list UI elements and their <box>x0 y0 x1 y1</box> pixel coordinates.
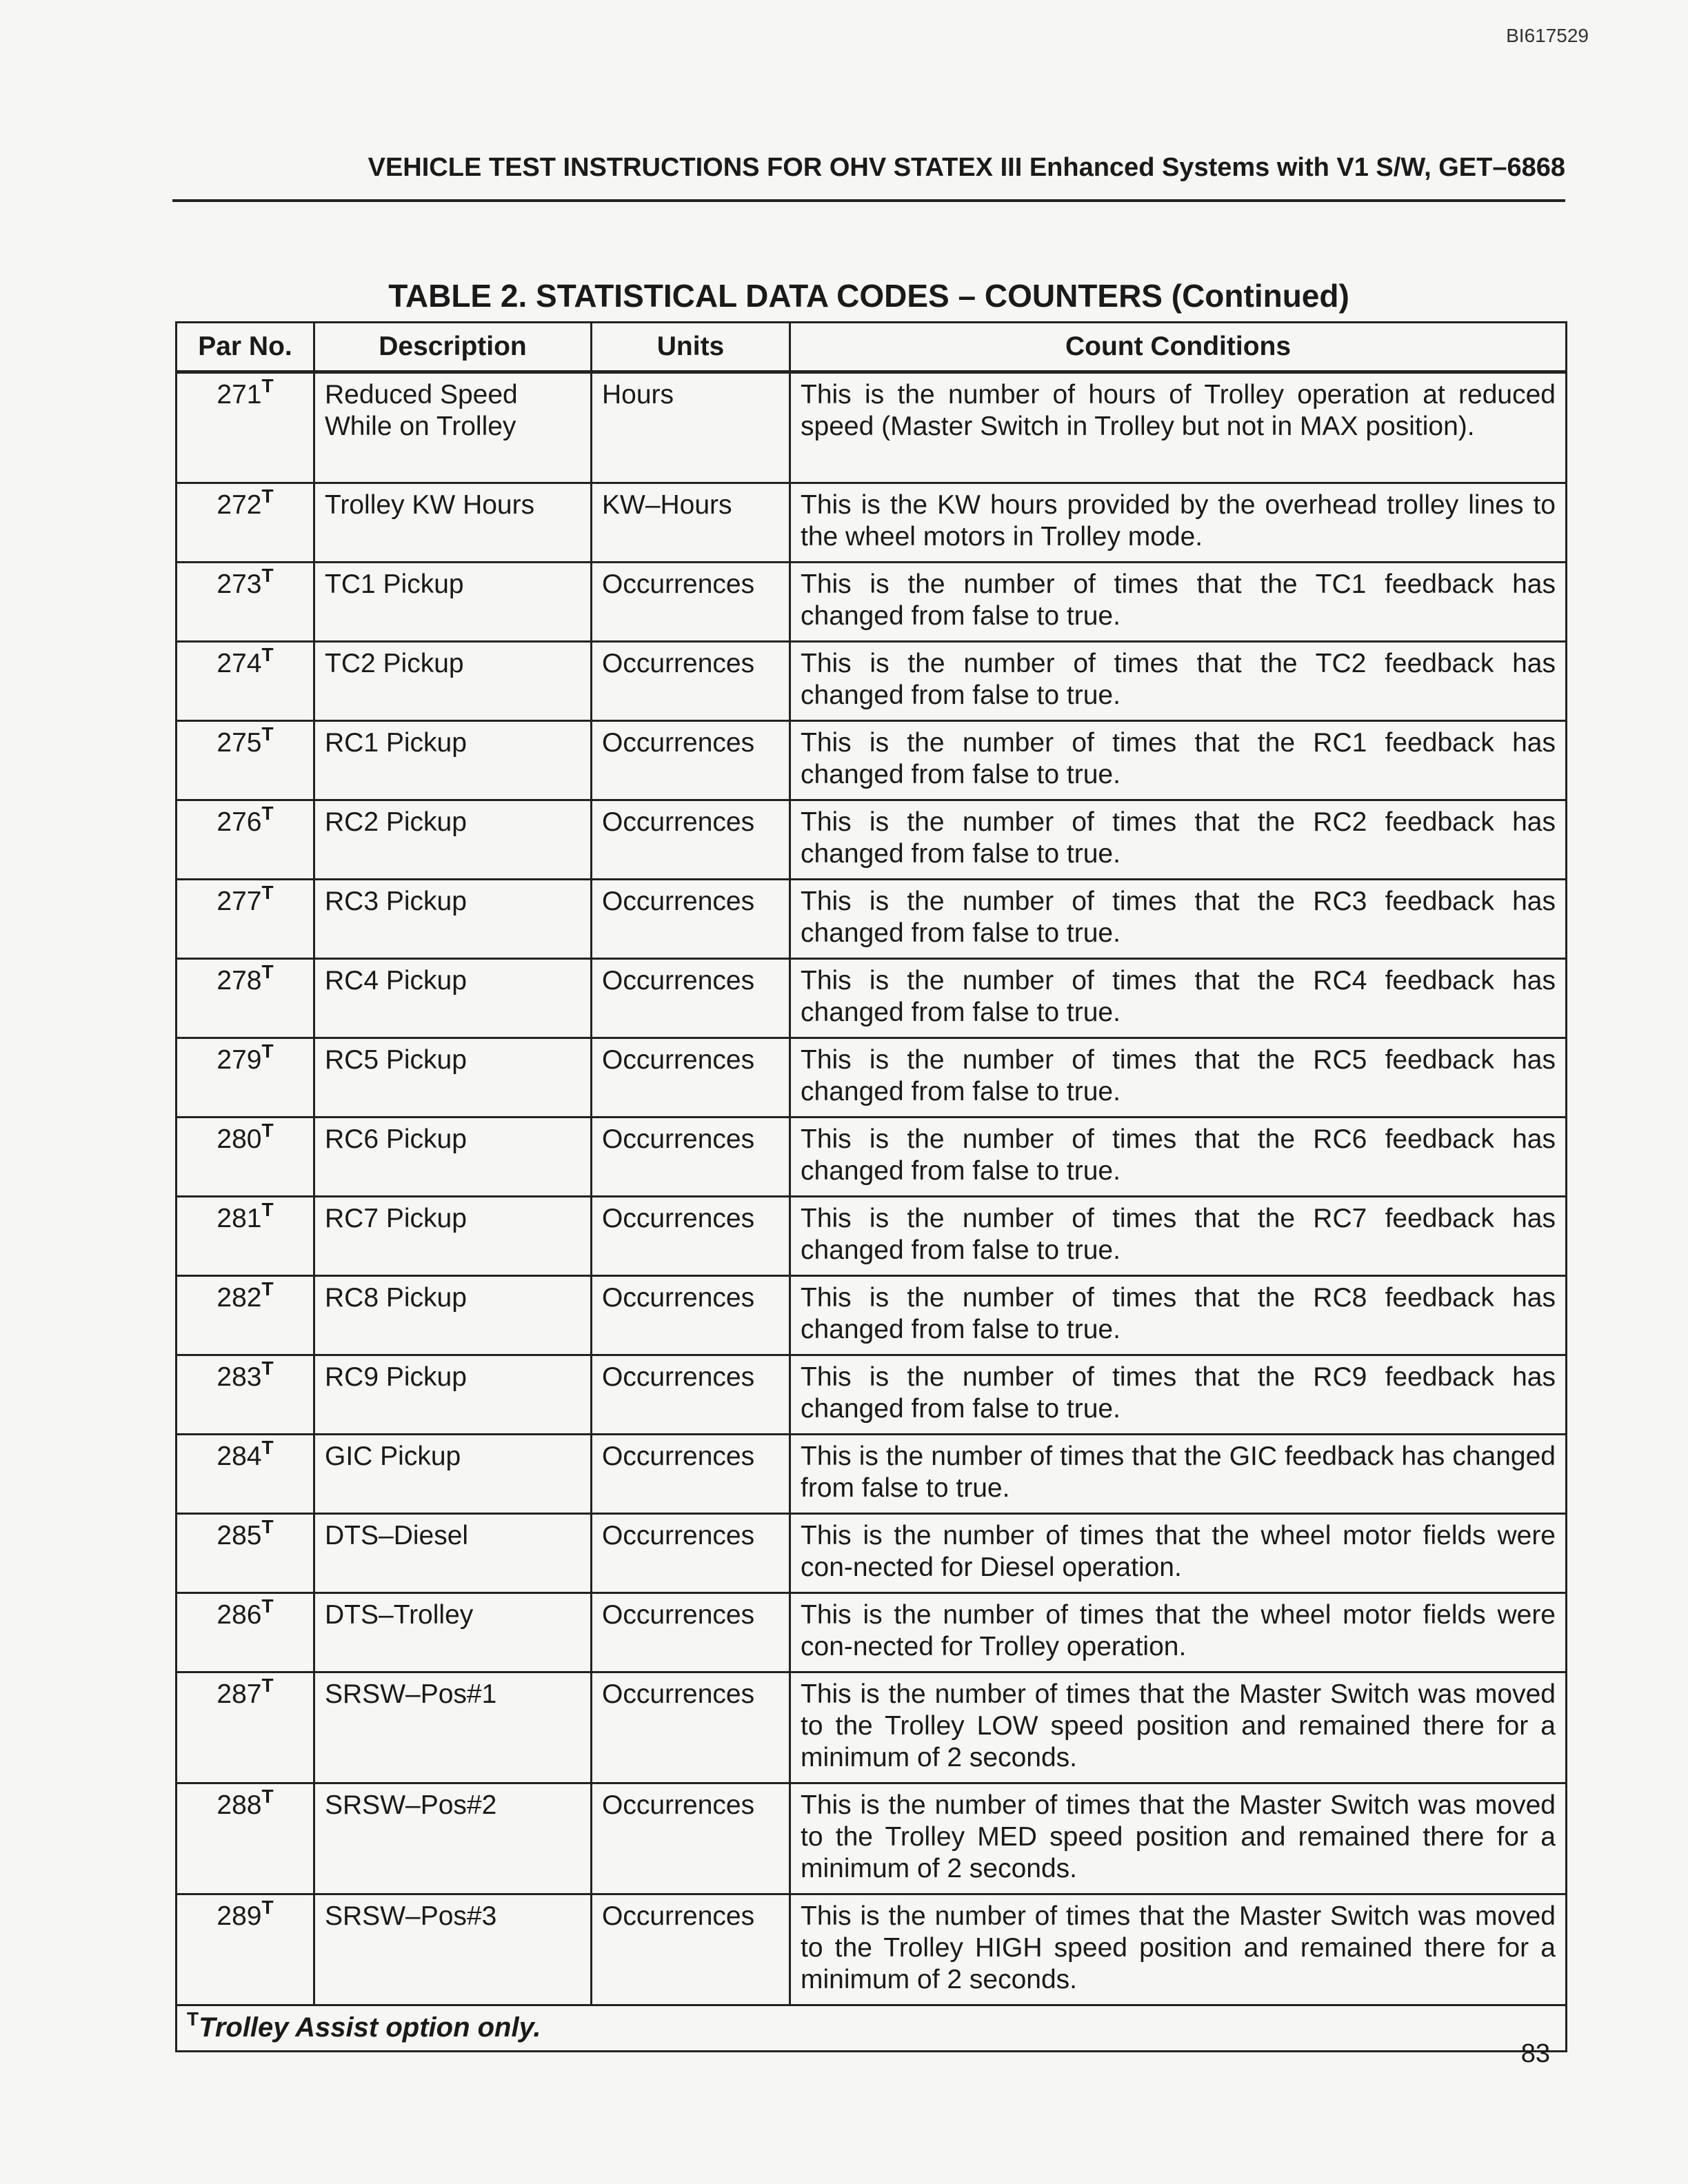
count-conditions-cell <box>790 1197 1567 1276</box>
description-cell <box>314 563 592 642</box>
description-text: DTS–Trolley <box>325 1600 474 1630</box>
units-text: Occurrences <box>602 1442 755 1471</box>
trolley-option-marker: T <box>261 1199 274 1220</box>
footnote-row <box>177 2005 1567 2052</box>
count-conditions-text: This is the KW hours provided by the overhead trolley lines to the wheel motors in Trolley mode. <box>801 490 1556 552</box>
trolley-option-marker: T <box>261 485 274 507</box>
description-cell <box>314 800 592 880</box>
trolley-option-marker: T <box>261 1278 274 1300</box>
table-row <box>177 1672 1567 1783</box>
units-text: Occurrences <box>602 1790 755 1820</box>
par-no-text: 283 <box>217 1362 262 1392</box>
count-conditions-cell <box>790 1783 1567 1894</box>
units-text: Occurrences <box>602 1521 755 1550</box>
count-conditions-text: This is the number of times that the RC8 feedback has changed from false to true. <box>801 1283 1556 1344</box>
table-row <box>177 1276 1567 1355</box>
par-no-cell <box>177 1514 314 1593</box>
count-conditions-text: This is the number of times that the TC2 feedback has changed from false to true. <box>801 649 1556 710</box>
par-no-cell <box>177 483 314 563</box>
units-cell <box>592 1276 790 1355</box>
units-text: Hours <box>602 380 674 410</box>
count-conditions-text: This is the number of times that the RC4 feedback has changed from false to true. <box>801 966 1556 1027</box>
units-cell <box>592 1118 790 1197</box>
trolley-option-marker: T <box>261 1516 274 1537</box>
par-no-cell <box>177 1276 314 1355</box>
par-no-cell <box>177 880 314 959</box>
count-conditions-cell <box>790 1514 1567 1593</box>
units-text: Occurrences <box>602 966 755 995</box>
description-text: RC3 Pickup <box>325 887 467 916</box>
par-no-text: 282 <box>217 1283 262 1313</box>
description-cell <box>314 642 592 721</box>
par-no-cell <box>177 959 314 1038</box>
count-conditions-cell <box>790 721 1567 800</box>
par-no-text: 275 <box>217 728 262 758</box>
count-conditions-cell <box>790 1672 1567 1783</box>
par-no-text: 287 <box>217 1679 262 1709</box>
count-conditions-cell <box>790 563 1567 642</box>
description-text: TC2 Pickup <box>325 649 464 678</box>
description-text: GIC Pickup <box>325 1442 461 1471</box>
description-text: RC8 Pickup <box>325 1283 467 1313</box>
par-no-text: 278 <box>217 966 262 995</box>
par-no-text: 289 <box>217 1901 262 1931</box>
units-cell <box>592 1355 790 1435</box>
table-row <box>177 642 1567 721</box>
par-no-text: 273 <box>217 569 262 599</box>
description-cell <box>314 721 592 800</box>
trolley-option-marker: T <box>261 644 274 665</box>
par-no-text: 272 <box>217 490 262 520</box>
count-conditions-text: This is the number of times that the TC1 feedback has changed from false to true. <box>801 569 1556 631</box>
table-row <box>177 372 1567 483</box>
par-no-cell <box>177 1593 314 1672</box>
trolley-option-marker: T <box>261 565 274 586</box>
count-conditions-text: This is the number of times that the RC9 feedback has changed from false to true. <box>801 1362 1556 1424</box>
count-conditions-text: This is the number of times that the RC1 feedback has changed from false to true. <box>801 728 1556 789</box>
trolley-option-marker: T <box>261 1595 274 1617</box>
count-conditions-cell <box>790 642 1567 721</box>
count-conditions-cell <box>790 1118 1567 1197</box>
units-text: Occurrences <box>602 1283 755 1313</box>
running-header: VEHICLE TEST INSTRUCTIONS FOR OHV STATEX III Enhanced Systems with V1 S/W, GET–6868 <box>172 153 1565 202</box>
count-conditions-text: This is the number of times that the RC7 feedback has changed from false to true. <box>801 1204 1556 1265</box>
units-cell <box>592 642 790 721</box>
table-row <box>177 1894 1567 2005</box>
par-no-cell <box>177 1355 314 1435</box>
trolley-option-marker: T <box>261 1897 274 1918</box>
document-id: BI617529 <box>1506 25 1589 46</box>
count-conditions-cell <box>790 1038 1567 1118</box>
description-cell <box>314 1783 592 1894</box>
units-cell <box>592 1672 790 1783</box>
description-cell <box>314 372 592 483</box>
units-cell <box>592 721 790 800</box>
description-cell <box>314 959 592 1038</box>
description-cell <box>314 1118 592 1197</box>
table-row <box>177 1435 1567 1514</box>
description-text: Trolley KW Hours <box>325 490 535 520</box>
count-conditions-text: This is the number of times that the Master Switch was moved to the Trolley MED speed position and remained there for a minimum of 2 seconds. <box>801 1790 1556 1883</box>
description-text: TC1 Pickup <box>325 569 464 599</box>
trolley-option-marker: T <box>261 1040 274 1062</box>
table-row <box>177 1038 1567 1118</box>
description-cell <box>314 880 592 959</box>
count-conditions-cell <box>790 1894 1567 2005</box>
units-text: Occurrences <box>602 1362 755 1392</box>
count-conditions-text: This is the number of times that the GIC feedback has changed from false to true. <box>801 1442 1556 1503</box>
trolley-option-marker: T <box>261 802 274 824</box>
table-body <box>177 372 1567 2005</box>
count-conditions-cell <box>790 1593 1567 1672</box>
par-no-cell <box>177 1038 314 1118</box>
par-no-cell <box>177 1783 314 1894</box>
units-cell <box>592 372 790 483</box>
count-conditions-cell <box>790 372 1567 483</box>
col-header-description: Description <box>314 323 592 372</box>
description-cell <box>314 483 592 563</box>
par-no-cell <box>177 721 314 800</box>
units-cell <box>592 1435 790 1514</box>
count-conditions-text: This is the number of times that the wheel motor fields were con-nected for Trolley operation. <box>801 1600 1556 1661</box>
count-conditions-text: This is the number of times that the Master Switch was moved to the Trolley LOW speed position and remained there for a minimum of 2 seconds. <box>801 1679 1556 1772</box>
description-cell <box>314 1038 592 1118</box>
par-no-text: 284 <box>217 1442 262 1471</box>
count-conditions-cell <box>790 1435 1567 1514</box>
units-cell <box>592 1038 790 1118</box>
description-cell <box>314 1355 592 1435</box>
par-no-text: 286 <box>217 1600 262 1630</box>
units-cell <box>592 959 790 1038</box>
description-text: RC6 Pickup <box>325 1124 467 1154</box>
footnote-marker: T <box>187 2008 199 2030</box>
par-no-text: 276 <box>217 807 262 837</box>
count-conditions-text: This is the number of times that the wheel motor fields were con-nected for Diesel operation. <box>801 1521 1556 1582</box>
table-row <box>177 1118 1567 1197</box>
page-number: 83 <box>1520 2039 1550 2068</box>
par-no-text: 277 <box>217 887 262 916</box>
table-row <box>177 1783 1567 1894</box>
units-text: Occurrences <box>602 1600 755 1630</box>
units-cell <box>592 1593 790 1672</box>
description-text: RC1 Pickup <box>325 728 467 758</box>
footnote <box>177 2005 1567 2052</box>
description-text: RC2 Pickup <box>325 807 467 837</box>
par-no-cell <box>177 642 314 721</box>
par-no-text: 281 <box>217 1204 262 1233</box>
trolley-option-marker: T <box>261 1437 274 1458</box>
count-conditions-cell <box>790 800 1567 880</box>
par-no-text: 274 <box>217 649 262 678</box>
par-no-cell <box>177 1118 314 1197</box>
statistical-data-table <box>175 321 1567 2052</box>
units-cell <box>592 1197 790 1276</box>
units-text: Occurrences <box>602 807 755 837</box>
description-cell <box>314 1514 592 1593</box>
units-cell <box>592 1514 790 1593</box>
count-conditions-text: This is the number of hours of Trolley operation at reduced speed (Master Switch in Trolley but not in MAX position). <box>801 380 1556 441</box>
description-text: RC5 Pickup <box>325 1045 467 1075</box>
description-cell <box>314 1593 592 1672</box>
table-title: TABLE 2. STATISTICAL DATA CODES – COUNTERS (Continued) <box>388 278 1349 314</box>
units-cell <box>592 483 790 563</box>
units-text: Occurrences <box>602 1901 755 1931</box>
units-text: Occurrences <box>602 1124 755 1154</box>
units-text: Occurrences <box>602 649 755 678</box>
par-no-text: 285 <box>217 1521 262 1550</box>
units-text: Occurrences <box>602 1045 755 1075</box>
description-text: SRSW–Pos#2 <box>325 1790 497 1820</box>
count-conditions-cell <box>790 880 1567 959</box>
description-text: RC4 Pickup <box>325 966 467 995</box>
units-cell <box>592 563 790 642</box>
trolley-option-marker: T <box>261 723 274 745</box>
table-row <box>177 483 1567 563</box>
count-conditions-text: This is the number of times that the RC6 feedback has changed from false to true. <box>801 1124 1556 1186</box>
trolley-option-marker: T <box>261 1786 274 1807</box>
trolley-option-marker: T <box>261 882 274 903</box>
units-text: Occurrences <box>602 569 755 599</box>
table-row <box>177 959 1567 1038</box>
count-conditions-cell <box>790 1276 1567 1355</box>
par-no-cell <box>177 563 314 642</box>
units-text: Occurrences <box>602 728 755 758</box>
units-text: Occurrences <box>602 1679 755 1709</box>
par-no-text: 271 <box>217 380 262 410</box>
count-conditions-cell <box>790 1355 1567 1435</box>
units-text: Occurrences <box>602 887 755 916</box>
table-row <box>177 1197 1567 1276</box>
table-row <box>177 880 1567 959</box>
units-text: KW–Hours <box>602 490 732 520</box>
description-cell <box>314 1276 592 1355</box>
trolley-option-marker: T <box>261 1120 274 1141</box>
units-cell <box>592 880 790 959</box>
par-no-cell <box>177 372 314 483</box>
description-text: SRSW–Pos#1 <box>325 1679 497 1709</box>
description-cell <box>314 1894 592 2005</box>
description-text: SRSW–Pos#3 <box>325 1901 497 1931</box>
col-header-count-conditions: Count Conditions <box>790 323 1567 372</box>
description-text: Reduced Speed While on Trolley <box>325 380 518 441</box>
description-cell <box>314 1435 592 1514</box>
par-no-cell <box>177 1435 314 1514</box>
count-conditions-text: This is the number of times that the RC3 feedback has changed from false to true. <box>801 887 1556 948</box>
table-row <box>177 1355 1567 1435</box>
table-header-row <box>177 323 1567 372</box>
description-cell <box>314 1197 592 1276</box>
col-header-units: Units <box>592 323 790 372</box>
par-no-cell <box>177 1672 314 1783</box>
table-row <box>177 563 1567 642</box>
footnote-text: Trolley Assist option only. <box>199 2012 541 2043</box>
par-no-cell <box>177 1894 314 2005</box>
table-row <box>177 721 1567 800</box>
par-no-text: 280 <box>217 1124 262 1154</box>
table-row <box>177 1514 1567 1593</box>
count-conditions-cell <box>790 959 1567 1038</box>
units-text: Occurrences <box>602 1204 755 1233</box>
col-header-par-no: Par No. <box>177 323 314 372</box>
table-row <box>177 1593 1567 1672</box>
count-conditions-text: This is the number of times that the RC5 feedback has changed from false to true. <box>801 1045 1556 1106</box>
count-conditions-text: This is the number of times that the Master Switch was moved to the Trolley HIGH speed position and remained there for a minimum of 2 seconds. <box>801 1901 1556 1994</box>
description-text: RC7 Pickup <box>325 1204 467 1233</box>
table-row <box>177 800 1567 880</box>
count-conditions-text: This is the number of times that the RC2 feedback has changed from false to true. <box>801 807 1556 869</box>
trolley-option-marker: T <box>261 1357 274 1379</box>
count-conditions-cell <box>790 483 1567 563</box>
units-cell <box>592 1894 790 2005</box>
description-cell <box>314 1672 592 1783</box>
par-no-text: 288 <box>217 1790 262 1820</box>
trolley-option-marker: T <box>261 1675 274 1696</box>
par-no-cell <box>177 800 314 880</box>
trolley-option-marker: T <box>261 375 274 396</box>
units-cell <box>592 800 790 880</box>
par-no-text: 279 <box>217 1045 262 1075</box>
description-text: DTS–Diesel <box>325 1521 469 1550</box>
trolley-option-marker: T <box>261 961 274 982</box>
units-cell <box>592 1783 790 1894</box>
description-text: RC9 Pickup <box>325 1362 467 1392</box>
par-no-cell <box>177 1197 314 1276</box>
